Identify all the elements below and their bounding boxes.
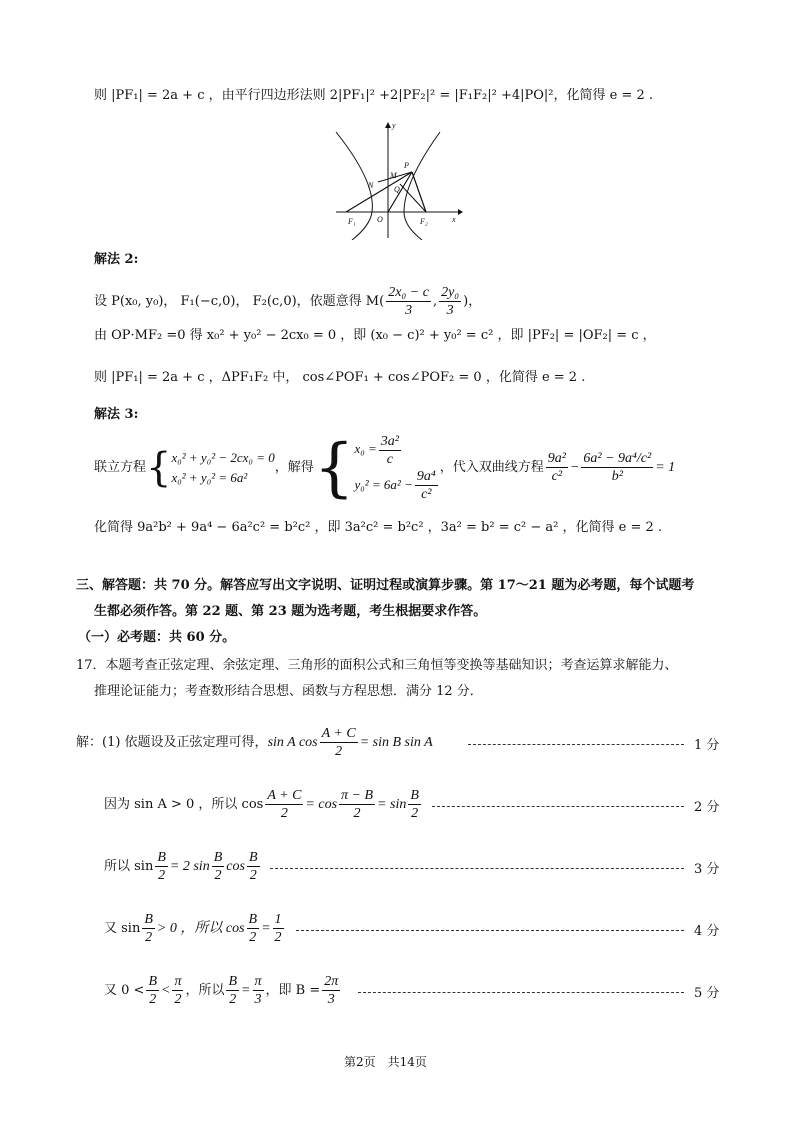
text: ，代入双曲线方程 (439, 460, 544, 476)
numerator: 1 (274, 912, 282, 927)
text: )， (463, 294, 482, 309)
method2-line-3: 则 |PF₁| = 2a + c ，ΔPF₁F₂ 中， cos∠POF₁ + cos∠POF₂ = 0 ，化简得 e = 2 . (94, 370, 586, 385)
step-2 (104, 786, 423, 824)
text: 联立方程 (94, 460, 147, 476)
math: = 2 sin (169, 859, 210, 874)
numerator: B (228, 974, 238, 989)
denominator: 2 (335, 744, 343, 759)
left-brace: { (146, 444, 172, 491)
fraction (386, 284, 431, 319)
label-q: Q (394, 185, 400, 194)
section3-line-1: 三、解答题：共 70 分。解答应写出文字说明、证明过程或演算步骤。第 17～21 题为必考题，每个试题考 (76, 578, 695, 593)
equals-one: = 1 (655, 460, 676, 476)
math: < (161, 983, 171, 998)
method2-line-1 (94, 284, 481, 319)
fraction (253, 973, 264, 1008)
fraction (415, 468, 438, 503)
q17-line-2: 推理论证能力；考查数形结合思想、函数与方程思想．满分 12 分． (94, 684, 483, 699)
fraction (439, 284, 461, 319)
score-2: 2 分 (694, 800, 720, 815)
solution-system (354, 432, 439, 503)
numerator: 2π (324, 974, 339, 989)
math: > 0 ，所以 cos (156, 921, 245, 936)
denominator: 2 (274, 930, 282, 945)
score-1: 1 分 (694, 738, 720, 753)
derivation-text: 则 |PF₁| = 2a + c ，由平行四边形法则 2|PF₁|² +2|PF₂|² = |F₁F₂|² +4|PO|²，化简得 e = 2 . (94, 88, 654, 103)
numerator: A + C (267, 788, 302, 803)
label-p: P (404, 161, 409, 170)
numerator: 2x₀ − c (388, 285, 429, 300)
x-arrow (458, 209, 463, 215)
section3-line-2: 生都必须作答。第 22 题、第 23 题为选考题，考生根据要求作答。 (94, 604, 487, 619)
step-3 (104, 848, 262, 886)
dashed-leader (432, 806, 684, 807)
derivation-line-1 (94, 86, 653, 106)
math: = (261, 921, 271, 936)
fraction (273, 911, 284, 946)
fraction (155, 849, 168, 884)
text: 设 P(x₀, y₀)， F₁(−c,0)， F₂(c,0)，依题意得 M( (94, 294, 385, 309)
label-f2: F₂ (420, 217, 428, 226)
fraction (212, 849, 225, 884)
solution-2 (354, 468, 439, 504)
step-1 (76, 724, 433, 762)
fraction (247, 911, 260, 946)
denominator: 3 (254, 992, 262, 1007)
method3-system-line (94, 432, 675, 503)
numerator: B (248, 912, 258, 927)
text: ，即 B = (265, 983, 321, 998)
denominator: 3 (327, 992, 335, 1007)
numerator: 3a² (380, 433, 399, 449)
lhs: x₀ = (354, 441, 377, 456)
text: ，所以 (185, 983, 225, 998)
denominator: 2 (158, 868, 166, 883)
equation-1: x₀² + y₀² − 2cx₀ = 0 (171, 449, 275, 465)
label-y: y (392, 121, 396, 130)
page-footer: 第2页 共14页 (344, 1055, 427, 1069)
label-x: x (452, 215, 456, 224)
label-m: M (390, 171, 397, 180)
numerator: B (248, 850, 258, 865)
y-arrow (385, 122, 391, 128)
fraction (322, 973, 340, 1008)
numerator: B (410, 788, 419, 803)
numerator: 6a² − 9a⁴/c² (583, 451, 652, 467)
dashed-leader (468, 744, 684, 745)
dashed-leader (358, 992, 684, 993)
equation-2: x₀² + y₀² = 6a² (171, 469, 248, 485)
q17-line-1: 17．本题考查正弦定理、余弦定理、三角形的面积公式和三角恒等变换等基础知识；考查运算求解能力、 (76, 658, 678, 673)
equation-system (171, 448, 274, 488)
fraction (142, 911, 155, 946)
solution-1 (354, 432, 439, 468)
math: = (241, 983, 251, 998)
fraction (408, 787, 421, 822)
numerator: B (148, 974, 157, 989)
math: = cos (305, 797, 338, 812)
denominator: 2 (174, 992, 182, 1007)
fraction (546, 450, 568, 485)
dashed-leader (296, 930, 684, 931)
section3-line-3: （一）必考题：共 60 分。 (78, 630, 236, 645)
step-4 (104, 910, 286, 948)
numerator: A + C (321, 726, 356, 741)
score-5: 5 分 (694, 986, 720, 1001)
step-5 (104, 972, 342, 1010)
text: , (432, 294, 438, 309)
text: ，解得 (274, 460, 314, 476)
label-f1: F₁ (348, 217, 356, 226)
fraction (226, 973, 239, 1008)
numerator: 9a² (547, 451, 566, 467)
numerator: 9a⁴ (416, 469, 436, 485)
denominator: 2 (353, 806, 361, 821)
numerator: π (174, 974, 182, 989)
denominator: 2 (149, 992, 157, 1007)
score-4: 4 分 (694, 924, 720, 939)
denominator: 2 (145, 930, 153, 945)
numerator: π − B (341, 788, 374, 803)
fraction (581, 450, 653, 485)
text: 所以 sin (104, 859, 154, 874)
minus-sign: − (569, 460, 580, 476)
fraction (247, 849, 260, 884)
label-o: O (377, 215, 383, 224)
fraction (172, 973, 183, 1008)
method2-line-2: 由 OP·MF₂ =0 得 x₀² + y₀² − 2cx₀ = 0 ，即 (x₀ − c)² + y₀² = c² ，即 |PF₂| = |OF₂| = c ， (94, 328, 656, 343)
line-p-f2 (412, 172, 426, 212)
fraction (379, 433, 401, 468)
text: 又 sin (104, 921, 141, 936)
math: cos (226, 859, 245, 874)
denominator: 2 (249, 930, 257, 945)
denominator: 3 (405, 303, 413, 318)
fraction (320, 725, 358, 760)
lhs: y₀² = 6a² − (354, 476, 413, 492)
denominator: c² (421, 487, 432, 503)
math: = sin B sin A (359, 735, 433, 750)
numerator: B (213, 850, 223, 865)
denominator: 2 (229, 992, 237, 1007)
fraction (339, 787, 375, 822)
denominator: 2 (280, 806, 288, 821)
fraction (265, 787, 303, 822)
fraction (146, 973, 159, 1008)
left-brace: { (313, 430, 355, 505)
denominator: 3 (446, 303, 454, 318)
score-3: 3 分 (694, 862, 720, 877)
denominator: 2 (411, 806, 419, 821)
numerator: B (157, 850, 166, 865)
hyperbola-figure (330, 118, 466, 240)
denominator: c (386, 451, 393, 467)
numerator: π (254, 974, 262, 989)
line-f1-p (346, 172, 412, 212)
label-n: N (368, 181, 374, 190)
text: 因为 sin A > 0 ，所以 cos (104, 797, 264, 812)
text: 解：(1) 依题设及正弦定理可得， (76, 735, 268, 750)
denominator: c² (551, 469, 563, 485)
dashed-leader (270, 868, 684, 869)
denominator: b² (611, 469, 623, 485)
text: 又 0 < (104, 983, 145, 998)
denominator: 2 (249, 868, 257, 883)
denominator: 2 (214, 868, 222, 883)
numerator: B (144, 912, 153, 927)
method3-final-line: 化简得 9a²b² + 9a⁴ − 6a²c² = b²c² ，即 3a²c² = b²c² ，3a² = b² = c² − a² ，化简得 e = 2 . (94, 520, 663, 535)
method3-heading: 解法 3: (94, 407, 139, 422)
math: = sin (377, 797, 407, 812)
numerator: 2y₀ (441, 285, 460, 300)
method2-heading: 解法 2: (94, 252, 139, 267)
math: sin A cos (267, 735, 318, 750)
